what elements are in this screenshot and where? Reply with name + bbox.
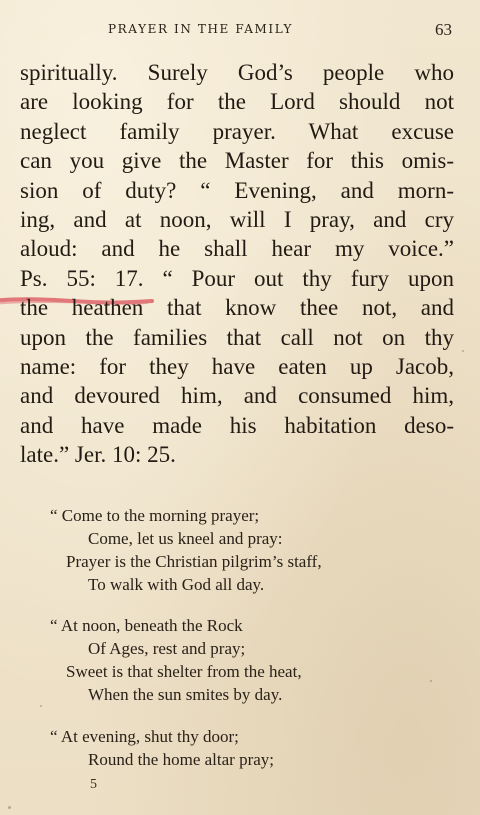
hymn-line: Come, let us kneel and pray:: [88, 529, 283, 548]
paper-speck: [8, 806, 11, 809]
body-line: upon the families that call not on thy: [20, 324, 454, 350]
hymn-line: Prayer is the Christian pilgrim’s staff,: [66, 552, 322, 571]
body-line: can you give the Master for this omis-: [20, 148, 454, 174]
hymn-line: To walk with God all day.: [88, 575, 265, 594]
body-line: and devoured him, and consumed him,: [20, 383, 454, 409]
hymn-line: “ At noon, beneath the Rock: [50, 616, 243, 635]
body-line: and have made his habitation deso-: [20, 412, 454, 438]
hymn-line: Sweet is that shelter from the heat,: [66, 662, 302, 681]
hymn-line: When the sun smites by day.: [88, 685, 283, 704]
body-line: name: for they have eaten up Jacob,: [20, 353, 454, 379]
paper-speck: [430, 680, 432, 682]
body-paragraph: [20, 58, 454, 469]
body-line: the heathen that know thee not, and: [20, 295, 454, 321]
hymn-line: Of Ages, rest and pray;: [88, 639, 246, 658]
paper-speck: [40, 705, 42, 707]
running-head-title: PRAYER IN THE FAMILY: [108, 22, 294, 36]
body-line: neglect family prayer. What excuse: [20, 118, 454, 144]
body-line: late.” Jer. 10: 25.: [20, 442, 176, 468]
hymn-line: Round the home altar pray;: [88, 750, 275, 769]
body-line: spiritually. Surely God’s people who: [20, 60, 454, 85]
body-line: are looking for the Lord should not: [20, 89, 454, 115]
body-line: sion of duty? “ Evening, and morn-: [20, 177, 454, 203]
hymn-line: “ Come to the morning prayer;: [50, 506, 260, 525]
body-line: Ps. 55: 17. “ Pour out thy fury upon: [20, 265, 454, 291]
page-number: 63: [435, 20, 452, 39]
paper-speck: [462, 350, 464, 352]
body-line: ing, and at noon, will I pray, and cry: [20, 206, 454, 232]
hymn-line: “ At evening, shut thy door;: [50, 727, 239, 746]
signature-mark: 5: [90, 777, 97, 792]
body-line: aloud: and he shall hear my voice.”: [20, 236, 454, 262]
